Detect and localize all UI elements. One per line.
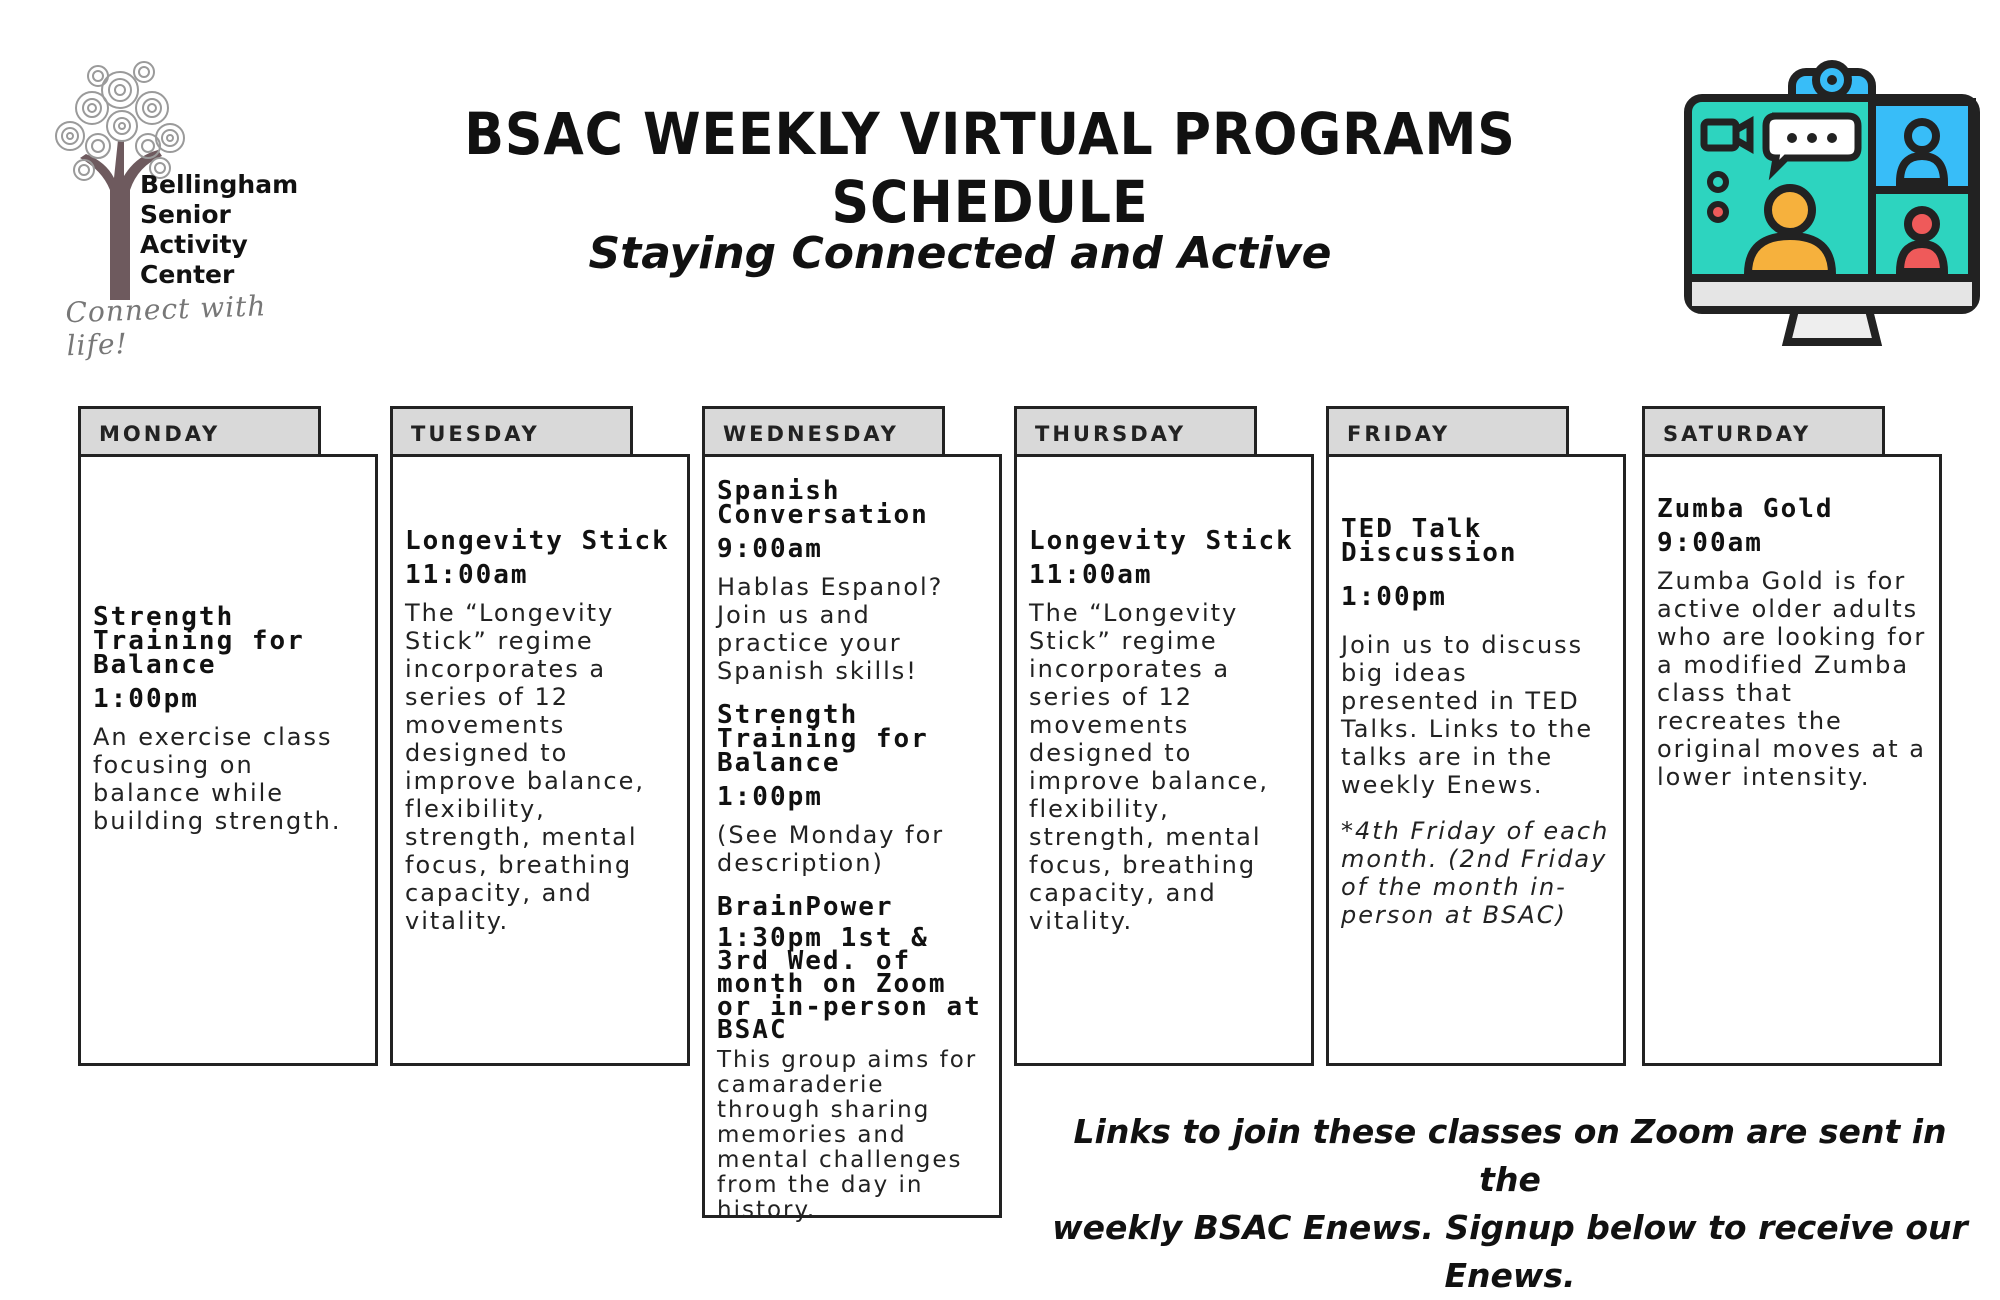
day-tab: FRIDAY xyxy=(1326,406,1569,454)
footer-line: Links to join these classes on Zoom are sent in the xyxy=(1073,1112,1947,1199)
day-card xyxy=(1642,454,1942,1066)
program-time: 1:00pm xyxy=(717,782,823,812)
program-time: 11:00am xyxy=(1029,560,1153,590)
program-description: (See Monday for description) xyxy=(717,821,945,877)
logo-line: Bellingham xyxy=(140,170,299,199)
program-time: 1:00pm xyxy=(1341,582,1447,612)
program-title: BrainPower xyxy=(717,892,894,922)
day-card xyxy=(1326,454,1626,1066)
program-title: Zumba Gold xyxy=(1657,494,1834,524)
program-time: 11:00am xyxy=(405,560,529,590)
day-tab: WEDNESDAY xyxy=(702,406,945,454)
program-description: Zumba Gold is for active older adults who are looking for a modified Zumba class that recreates the original moves at a lower intensity. xyxy=(1657,567,1927,791)
program-time: 9:00am xyxy=(1657,528,1763,558)
program-description: An exercise class focusing on balance while building strength. xyxy=(93,723,342,835)
day-tab: TUESDAY xyxy=(390,406,633,454)
program-description: Join us to discuss big ideas presented in TED Talks. Links to the talks are in the weekly Enews. xyxy=(1341,631,1594,799)
bsac-logo xyxy=(40,50,310,370)
logo-tagline: Connect with life! xyxy=(64,289,267,363)
program-note: *4th Friday of each month. (2nd Friday of the month in-person at BSAC) xyxy=(1341,817,1610,929)
logo-line: Activity xyxy=(140,230,248,259)
program-time: 9:00am xyxy=(717,534,823,564)
program-title: TED Talk Discussion xyxy=(1341,514,1518,568)
logo-line: Senior xyxy=(140,200,231,229)
program-description: The “Longevity Stick” regime incorporates a series of 12 movements designed to improve balance, flexibility, strength, mental focus, breathing capacity, and vitality. xyxy=(405,599,646,935)
day-card xyxy=(78,454,378,1066)
page-title: BSAC WEEKLY VIRTUAL PROGRAMS SCHEDULE xyxy=(464,100,1516,236)
program-title: Longevity Stick xyxy=(1029,526,1294,556)
logo-line: Center xyxy=(140,260,235,289)
footer-line: weekly BSAC Enews. Signup below to receive our Enews. xyxy=(1052,1208,1968,1295)
day-tab: THURSDAY xyxy=(1014,406,1257,454)
program-time: 1:30pm 1st & 3rd Wed. of month on Zoom or in-person at BSAC xyxy=(717,923,982,1045)
program-description: Hablas Espanol? Join us and practice your Spanish skills! xyxy=(717,573,944,685)
day-card xyxy=(702,454,1002,1223)
program-title: Strength Training for Balance xyxy=(93,602,305,680)
day-tab: SATURDAY xyxy=(1642,406,1885,454)
program-time: 1:00pm xyxy=(93,684,199,714)
program-title: Spanish Conversation xyxy=(717,476,929,530)
program-description: This group aims for camaraderie through sharing memories and mental challenges from the day in history. xyxy=(717,1047,978,1223)
program-description: The “Longevity Stick” regime incorporates a series of 12 movements designed to improve balance, flexibility, strength, mental focus, breathing capacity, and vitality. xyxy=(1029,599,1270,935)
day-card xyxy=(390,454,690,1066)
logo-wordmark xyxy=(140,170,298,290)
program-title: Longevity Stick xyxy=(405,526,670,556)
program-title: Strength Training for Balance xyxy=(717,700,929,778)
page-subtitle: Staying Connected and Active xyxy=(588,228,1332,279)
video-conference-monitor-icon xyxy=(1682,52,1982,352)
enews-signup-note xyxy=(1040,1108,1980,1300)
day-tab: MONDAY xyxy=(78,406,321,454)
day-card xyxy=(1014,454,1314,1066)
